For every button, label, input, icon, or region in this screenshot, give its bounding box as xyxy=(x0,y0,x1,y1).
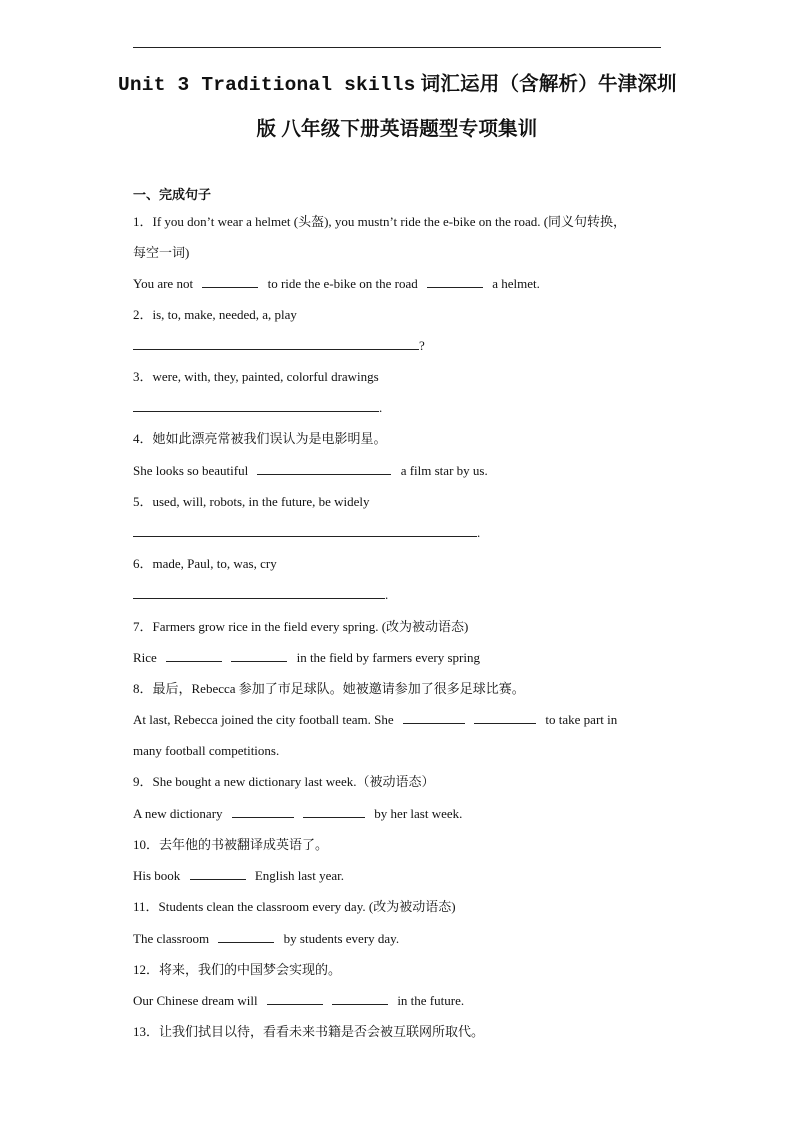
q10-text-2: English last year. xyxy=(254,868,344,883)
q6-end: . xyxy=(385,587,389,602)
answer-blank[interactable] xyxy=(257,462,391,475)
question-1-stem-cont: 每空一词) xyxy=(133,245,190,260)
question-6-answer xyxy=(133,586,388,604)
document-title-line2: 版 八年级下册英语题型专项集训 xyxy=(256,119,538,140)
question-9-answer xyxy=(133,805,462,823)
answer-line[interactable] xyxy=(133,586,385,599)
title-english: Unit 3 Traditional skills xyxy=(118,74,416,96)
question-9-stem: 9．She bought a new dictionary last week.（被动语态） xyxy=(133,774,435,789)
section-heading: 一、完成句子 xyxy=(133,187,212,202)
question-8-answer xyxy=(133,711,617,729)
answer-blank[interactable] xyxy=(202,275,258,288)
question-8-stem: 8．最后，Rebecca 参加了市足球队。她被邀请参加了很多足球比赛。 xyxy=(133,681,525,696)
answer-blank[interactable] xyxy=(218,930,274,943)
q9-text-2: by her last week. xyxy=(374,806,463,821)
q1-text-3: a helmet. xyxy=(492,276,540,291)
question-12-answer xyxy=(133,992,464,1010)
q10-text-1: His book xyxy=(133,868,181,883)
question-7-stem: 7．Farmers grow rice in the field every spring. (改为被动语态) xyxy=(133,619,469,634)
q5-end: . xyxy=(477,525,481,540)
answer-blank[interactable] xyxy=(232,805,294,818)
q1-text-2: to ride the e-bike on the road xyxy=(267,276,418,291)
q4-text-1: She looks so beautiful xyxy=(133,463,249,478)
answer-blank[interactable] xyxy=(403,711,465,724)
header-rule xyxy=(133,47,661,48)
question-6-stem: 6．made, Paul, to, was, cry xyxy=(133,556,277,571)
question-12-stem: 12．将来，我们的中国梦会实现的。 xyxy=(133,962,342,977)
question-8-answer-cont: many football competitions. xyxy=(133,743,280,758)
document-title-line1 xyxy=(118,68,676,96)
question-10-answer xyxy=(133,867,344,885)
q1-text-1: You are not xyxy=(133,276,194,291)
question-13-stem: 13．让我们拭目以待，看看未来书籍是否会被互联网所取代。 xyxy=(133,1024,485,1039)
question-5-answer xyxy=(133,524,480,542)
answer-blank[interactable] xyxy=(427,275,483,288)
question-2-answer xyxy=(133,337,425,355)
question-3-stem: 3．were, with, they, painted, colorful drawings xyxy=(133,369,379,384)
q12-text-2: in the future. xyxy=(397,993,465,1008)
q11-text-1: The classroom xyxy=(133,931,210,946)
q8-text-2: to take part in xyxy=(545,712,618,727)
question-1-answer xyxy=(133,275,540,293)
q11-text-2: by students every day. xyxy=(283,931,400,946)
question-5-stem: 5．used, will, robots, in the future, be widely xyxy=(133,494,370,509)
question-1-stem: 1．If you don’t wear a helmet (头盔), you mustn’t ride the e-bike on the road. (同义句转换， xyxy=(133,214,627,229)
question-2-stem: 2．is, to, make, needed, a, play xyxy=(133,307,297,322)
answer-blank[interactable] xyxy=(303,805,365,818)
answer-blank[interactable] xyxy=(332,992,388,1005)
question-7-answer xyxy=(133,649,480,667)
question-11-answer xyxy=(133,930,399,948)
answer-blank[interactable] xyxy=(190,867,246,880)
q7-text-2: in the field by farmers every spring xyxy=(296,650,480,665)
q9-text-1: A new dictionary xyxy=(133,806,223,821)
question-4-stem: 4．她如此漂亮常被我们误认为是电影明星。 xyxy=(133,431,387,446)
q7-text-1: Rice xyxy=(133,650,157,665)
q3-end: . xyxy=(379,400,383,415)
answer-line[interactable] xyxy=(133,337,419,350)
answer-blank[interactable] xyxy=(231,649,287,662)
answer-line[interactable] xyxy=(133,399,379,412)
answer-blank[interactable] xyxy=(474,711,536,724)
answer-blank[interactable] xyxy=(267,992,323,1005)
answer-blank[interactable] xyxy=(166,649,222,662)
title-chinese: 词汇运用（含解析）牛津深圳 xyxy=(415,74,677,95)
question-10-stem: 10．去年他的书被翻译成英语了。 xyxy=(133,837,329,852)
question-3-answer xyxy=(133,399,382,417)
q12-text-1: Our Chinese dream will xyxy=(133,993,258,1008)
q2-end: ? xyxy=(419,338,425,353)
answer-line[interactable] xyxy=(133,524,477,537)
q8-text-1: At last, Rebecca joined the city football team. She xyxy=(133,712,394,727)
question-11-stem: 11．Students clean the classroom every day. (改为被动语态) xyxy=(133,899,456,914)
question-4-answer xyxy=(133,462,488,480)
q4-text-2: a film star by us. xyxy=(400,463,488,478)
